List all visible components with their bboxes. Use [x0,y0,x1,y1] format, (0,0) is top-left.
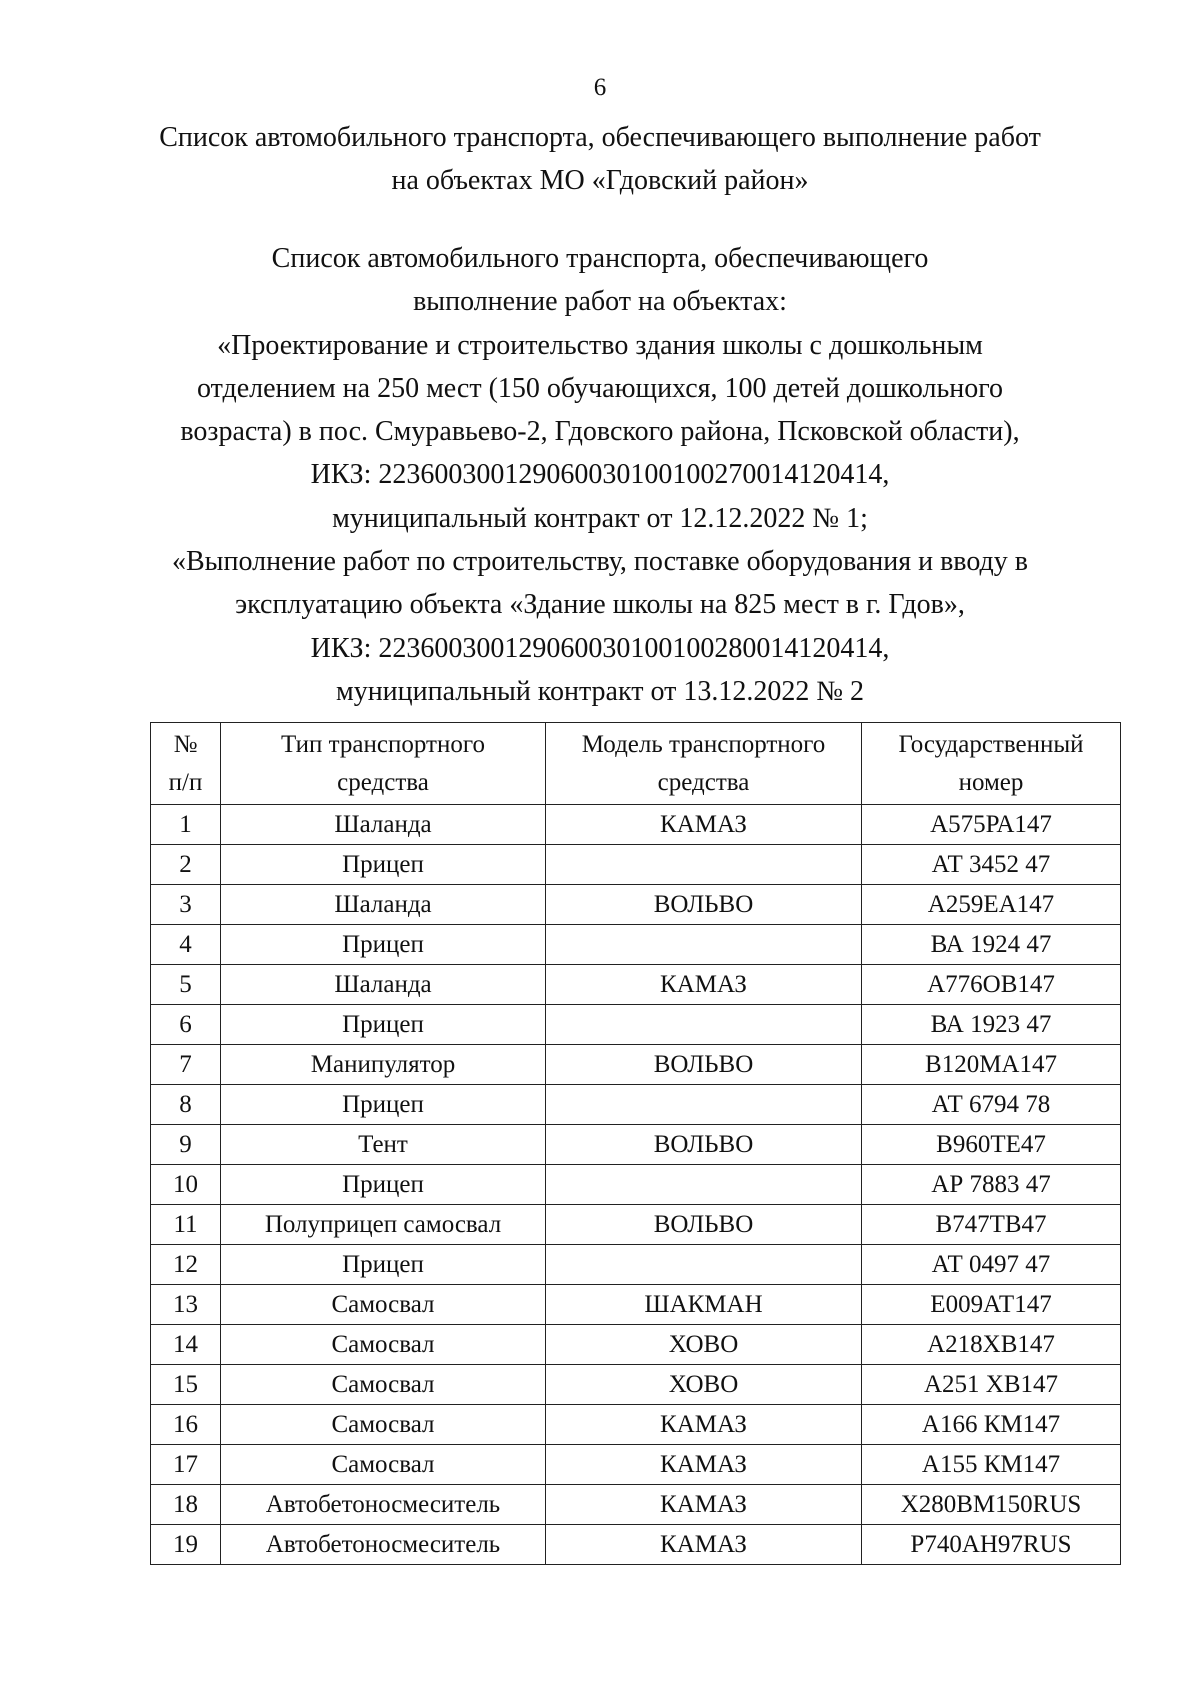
cell-type: Прицеп [221,1165,546,1205]
table-row [151,1205,1121,1245]
cell-plate: Е009АТ147 [862,1285,1121,1325]
table-row [151,845,1121,885]
cell-plate: В120МА147 [862,1045,1121,1085]
header-type-line: Тип транспортного [281,730,485,758]
table-row [151,965,1121,1005]
subtitle-line: Список автомобильного транспорта, обеспечивающего [271,243,929,274]
table-row [151,1365,1121,1405]
table-row [151,1005,1121,1045]
header-plate-line: Государственный [898,730,1084,758]
header-model-line: средства [657,768,750,796]
cell-type: Автобетоносмеситель [221,1525,546,1565]
cell-type: Полуприцеп самосвал [221,1205,546,1245]
header-num [151,723,221,805]
cell-model: ВОЛЬВО [546,1045,862,1085]
cell-plate: Х280ВМ150RUS [862,1485,1121,1525]
table-row [151,885,1121,925]
cell-type: Самосвал [221,1405,546,1445]
cell-num: 10 [151,1165,221,1205]
cell-plate: АТ 3452 47 [862,845,1121,885]
cell-plate: А155 КМ147 [862,1445,1121,1485]
subtitle-line: муниципальный контракт от 13.12.2022 № 2 [335,675,865,707]
cell-plate: АТ 0497 47 [862,1245,1121,1285]
cell-model [546,1245,862,1285]
subtitle-line: «Выполнение работ по строительству, поставке оборудования и вводу в [172,546,1028,578]
cell-type: Самосвал [221,1445,546,1485]
cell-plate: А259ЕА147 [862,885,1121,925]
subtitle-line: «Проектирование и строительство здания школы с дошкольным [217,329,983,361]
cell-model: КАМАЗ [546,1445,862,1485]
cell-plate: А251 ХВ147 [862,1365,1121,1405]
subtitle-line: эксплуатацию объекта «Здание школы на 825 мест в г. Гдов», [235,589,965,621]
table-row [151,1085,1121,1125]
cell-plate: А218ХВ147 [862,1325,1121,1365]
vehicles-table [150,722,1121,1565]
cell-type: Шаланда [221,805,546,845]
cell-model [546,1165,862,1205]
cell-num: 11 [151,1205,221,1245]
cell-plate: В960ТЕ47 [862,1125,1121,1165]
cell-type: Прицеп [221,845,546,885]
cell-model [546,1005,862,1045]
table-row [151,1165,1121,1205]
cell-model: КАМАЗ [546,805,862,845]
subtitle-line: отделением на 250 мест (150 обучающихся, 100 детей дошкольного [196,372,1004,404]
cell-num: 6 [151,1005,221,1045]
cell-type: Шаланда [221,965,546,1005]
cell-num: 1 [151,805,221,845]
cell-num: 14 [151,1325,221,1365]
cell-model: ХОВО [546,1325,862,1365]
table-row [151,1405,1121,1445]
cell-type: Самосвал [221,1285,546,1325]
table-row [151,1485,1121,1525]
header-num-line: п/п [168,768,203,796]
cell-model: ВОЛЬВО [546,885,862,925]
title-line: на объектах МО «Гдовский район» [391,165,809,196]
header-type-line: средства [337,768,429,796]
cell-num: 2 [151,845,221,885]
cell-type: Прицеп [221,1005,546,1045]
cell-plate: Р740АН97RUS [862,1525,1121,1565]
cell-model: КАМАЗ [546,965,862,1005]
subtitle-line: муниципальный контракт от 12.12.2022 № 1; [332,502,868,534]
cell-model: ВОЛЬВО [546,1125,862,1165]
cell-plate: А776ОВ147 [862,965,1121,1005]
cell-num: 12 [151,1245,221,1285]
cell-num: 5 [151,965,221,1005]
cell-model: КАМАЗ [546,1485,862,1525]
table-row [151,1245,1121,1285]
table-row [151,925,1121,965]
cell-type: Самосвал [221,1365,546,1405]
cell-model: ШАКМАН [546,1285,862,1325]
cell-model [546,925,862,965]
table-row [151,1325,1121,1365]
subtitle-line: возраста) в пос. Смуравьево-2, Гдовского района, Псковской области), [180,416,1020,448]
table-row [151,1525,1121,1565]
subtitle-line: выполнение работ на объектах: [413,286,787,318]
cell-num: 8 [151,1085,221,1125]
cell-plate: В747ТВ47 [862,1205,1121,1245]
cell-type: Прицеп [221,1085,546,1125]
header-plate [862,723,1121,805]
cell-plate: ВА 1924 47 [862,925,1121,965]
cell-num: 9 [151,1125,221,1165]
table-row [151,1445,1121,1485]
cell-plate: АТ 6794 78 [862,1085,1121,1125]
cell-model: ВОЛЬВО [546,1205,862,1245]
header-model [546,723,862,805]
cell-num: 18 [151,1485,221,1525]
subtitle-line: ИКЗ: 223600300129060030100100270014120414, [310,459,890,491]
subtitle-line: ИКЗ: 223600300129060030100100280014120414, [310,632,890,664]
table-row [151,1045,1121,1085]
cell-type: Самосвал [221,1325,546,1365]
header-type [221,723,546,805]
cell-type: Прицеп [221,925,546,965]
cell-plate: А575РА147 [862,805,1121,845]
document-title [60,116,1140,202]
table-row [151,805,1121,845]
cell-num: 7 [151,1045,221,1085]
cell-model [546,845,862,885]
title-line: Список автомобильного транспорта, обеспечивающего выполнение работ [159,122,1041,153]
cell-num: 19 [151,1525,221,1565]
table-header-row [151,723,1121,805]
page-number: 6 [593,74,607,101]
cell-num: 17 [151,1445,221,1485]
document-subtitle [60,237,1140,713]
cell-num: 16 [151,1405,221,1445]
cell-model: КАМАЗ [546,1525,862,1565]
cell-model: ХОВО [546,1365,862,1405]
cell-type: Шаланда [221,885,546,925]
header-num-line: № [173,730,198,758]
header-plate-line: номер [958,768,1024,796]
table-row [151,1285,1121,1325]
cell-num: 4 [151,925,221,965]
cell-model [546,1085,862,1125]
cell-type: Тент [221,1125,546,1165]
cell-num: 13 [151,1285,221,1325]
header-model-line: Модель транспортного [581,730,826,758]
cell-plate: А166 КМ147 [862,1405,1121,1445]
cell-type: Автобетоносмеситель [221,1485,546,1525]
table-row [151,1125,1121,1165]
cell-plate: ВА 1923 47 [862,1005,1121,1045]
cell-model: КАМАЗ [546,1405,862,1445]
cell-type: Прицеп [221,1245,546,1285]
cell-plate: АР 7883 47 [862,1165,1121,1205]
cell-num: 3 [151,885,221,925]
cell-type: Манипулятор [221,1045,546,1085]
cell-num: 15 [151,1365,221,1405]
